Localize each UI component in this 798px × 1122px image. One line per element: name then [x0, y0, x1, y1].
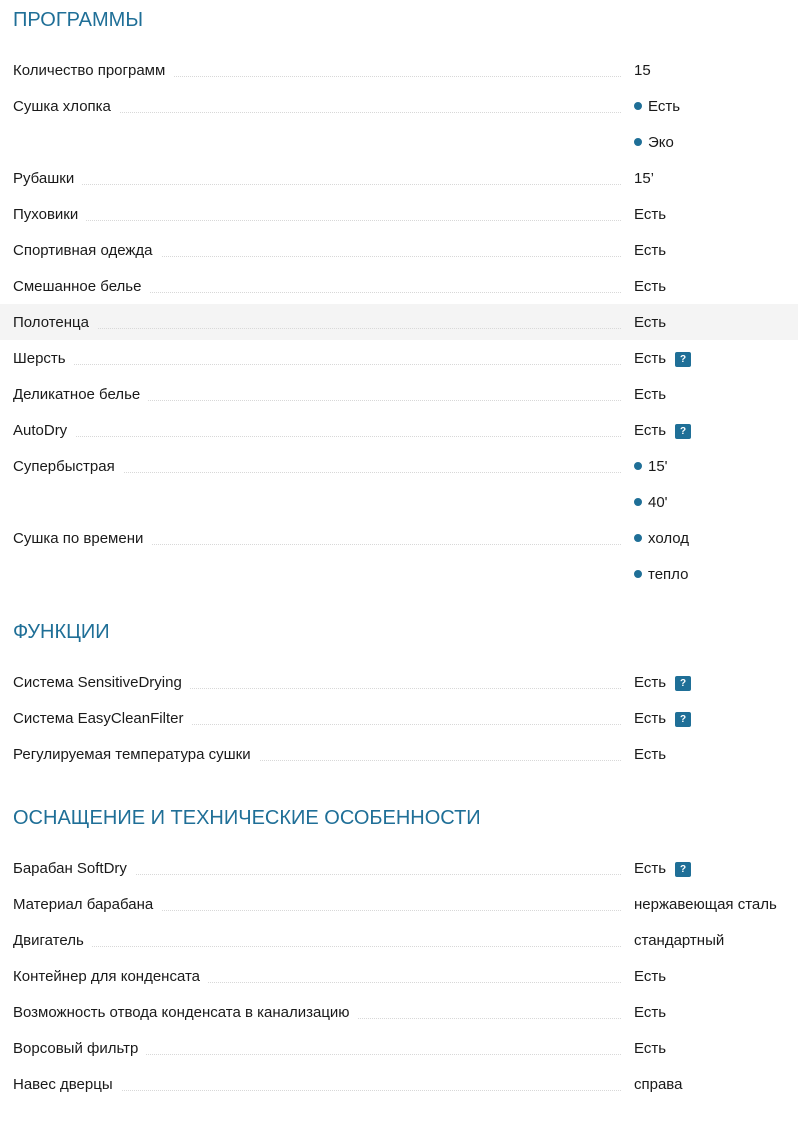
- spec-value: Есть: [634, 421, 667, 439]
- dotted-leader: [13, 184, 621, 185]
- spec-value: 15’: [634, 169, 655, 187]
- spec-label: Двигатель: [13, 932, 92, 949]
- help-icon[interactable]: ?: [675, 352, 691, 367]
- spec-row: [0, 664, 798, 700]
- spec-value: Есть: [634, 1003, 667, 1021]
- spec-label: Система EasyCleanFilter: [13, 710, 191, 727]
- dotted-leader: [13, 364, 621, 365]
- spec-label: Деликатное белье: [13, 386, 148, 403]
- section-title: ПРОГРАММЫ: [13, 9, 144, 31]
- spec-value: Есть: [634, 241, 667, 259]
- spec-label: Система SensitiveDrying: [13, 674, 190, 691]
- spec-label: Сушка хлопка: [13, 98, 119, 115]
- spec-value: 15': [648, 457, 668, 475]
- spec-value: тепло: [648, 565, 689, 583]
- help-icon[interactable]: ?: [675, 676, 691, 691]
- spec-label: Супербыстрая: [13, 458, 123, 475]
- spec-row: [0, 556, 798, 592]
- spec-value: 15: [634, 61, 651, 79]
- spec-value: 40': [648, 493, 668, 511]
- spec-row: [0, 232, 798, 268]
- spec-row: [0, 736, 798, 772]
- spec-row: [0, 1066, 798, 1102]
- dotted-leader: [13, 328, 621, 329]
- spec-row: [0, 412, 798, 448]
- help-icon[interactable]: ?: [675, 424, 691, 439]
- spec-value: холод: [648, 529, 690, 547]
- bullet-icon: [634, 102, 642, 110]
- help-icon[interactable]: ?: [675, 862, 691, 877]
- spec-value: Есть: [634, 673, 667, 691]
- spec-row: [0, 994, 798, 1030]
- spec-value: Есть: [634, 745, 667, 763]
- spec-row: [0, 700, 798, 736]
- section-title: ОСНАЩЕНИЕ И ТЕХНИЧЕСКИЕ ОСОБЕННОСТИ: [13, 807, 481, 829]
- spec-label: Навес дверцы: [13, 1076, 121, 1093]
- spec-value: Есть: [648, 97, 681, 115]
- spec-label: AutoDry: [13, 422, 75, 439]
- dotted-leader: [13, 436, 621, 437]
- spec-label: Спортивная одежда: [13, 242, 161, 259]
- spec-value: Есть: [634, 709, 667, 727]
- spec-label: Барабан SoftDry: [13, 860, 135, 877]
- spec-row: [0, 484, 798, 520]
- bullet-icon: [634, 534, 642, 542]
- spec-label: Рубашки: [13, 170, 82, 187]
- spec-label: Регулируемая температура сушки: [13, 746, 259, 763]
- spec-row: [0, 196, 798, 232]
- spec-row: [0, 52, 798, 88]
- spec-value: Есть: [634, 1039, 667, 1057]
- spec-row: [0, 448, 798, 484]
- spec-row: [0, 268, 798, 304]
- spec-row: [0, 520, 798, 556]
- spec-section: [0, 798, 798, 1102]
- spec-label: Материал барабана: [13, 896, 161, 913]
- spec-label: Сушка по времени: [13, 530, 151, 547]
- spec-value: Есть: [634, 313, 667, 331]
- bullet-icon: [634, 138, 642, 146]
- spec-row: [0, 304, 798, 340]
- spec-label: Контейнер для конденсата: [13, 968, 208, 985]
- spec-label: Ворсовый фильтр: [13, 1040, 146, 1057]
- spec-value: Эко: [648, 133, 674, 151]
- help-icon[interactable]: ?: [675, 712, 691, 727]
- spec-value: Есть: [634, 385, 667, 403]
- section-title: ФУНКЦИИ: [13, 621, 110, 643]
- spec-row: [0, 1030, 798, 1066]
- spec-label: Полотенца: [13, 314, 97, 331]
- spec-section: [0, 612, 798, 772]
- spec-label: Смешанное белье: [13, 278, 149, 295]
- spec-row: [0, 886, 798, 922]
- spec-value: Есть: [634, 277, 667, 295]
- spec-value: справа: [634, 1075, 683, 1093]
- spec-value: Есть: [634, 205, 667, 223]
- spec-value: Есть: [634, 859, 667, 877]
- spec-value: Есть: [634, 349, 667, 367]
- spec-value: Есть: [634, 967, 667, 985]
- spec-row: [0, 376, 798, 412]
- spec-value: нержавеющая сталь: [634, 895, 777, 913]
- spec-row: [0, 340, 798, 376]
- bullet-icon: [634, 498, 642, 506]
- spec-row: [0, 850, 798, 886]
- spec-value: стандартный: [634, 931, 725, 949]
- spec-row: [0, 160, 798, 196]
- spec-label: Шерсть: [13, 350, 74, 367]
- bullet-icon: [634, 462, 642, 470]
- dotted-leader: [13, 220, 621, 221]
- spec-row: [0, 124, 798, 160]
- bullet-icon: [634, 570, 642, 578]
- spec-row: [0, 958, 798, 994]
- spec-label: Возможность отвода конденсата в канализацию: [13, 1004, 358, 1021]
- spec-label: Пуховики: [13, 206, 86, 223]
- spec-row: [0, 922, 798, 958]
- spec-row: [0, 88, 798, 124]
- dotted-leader: [13, 946, 621, 947]
- spec-label: Количество программ: [13, 62, 173, 79]
